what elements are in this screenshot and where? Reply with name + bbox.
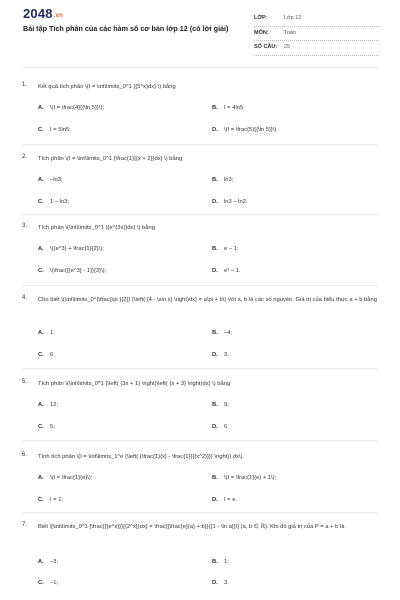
meta-label: MÔN: <box>254 29 269 36</box>
answer-option[interactable] <box>212 246 239 252</box>
option-text: ln3; <box>224 177 234 183</box>
answer-option[interactable] <box>212 127 278 133</box>
option-text: e – 1; <box>224 246 239 252</box>
option-text: \(\frac{{{e^3} - 1}}{3}\); <box>50 268 107 274</box>
option-text: –4; <box>224 330 233 336</box>
option-letter: A. <box>38 402 44 408</box>
answer-option[interactable] <box>38 580 58 586</box>
meta-row-count <box>254 41 379 56</box>
answer-option[interactable] <box>212 424 229 430</box>
option-text: I = e. <box>224 497 238 503</box>
question-number: 1. <box>22 82 28 88</box>
meta-value: Toán <box>284 29 296 36</box>
option-letter: C. <box>38 268 44 274</box>
option-text: 1; <box>224 559 229 565</box>
option-text: –ln3; <box>50 177 63 183</box>
answer-option[interactable] <box>38 127 71 133</box>
answer-option[interactable] <box>212 268 240 274</box>
option-letter: C. <box>38 352 44 358</box>
option-text: 3. <box>224 580 229 586</box>
option-letter: A. <box>38 475 44 481</box>
meta-label: LỚP: <box>254 15 268 21</box>
option-letter: A. <box>38 559 44 565</box>
answer-option[interactable] <box>212 475 276 481</box>
answer-option[interactable] <box>38 497 63 503</box>
question-text: Tích phân \(I = \int\limits_0^1 {\frac{1}{{x + 2}}dx} \) bằng <box>38 156 183 162</box>
question-number: 4. <box>22 295 28 301</box>
option-letter: D. <box>212 497 218 503</box>
answer-option[interactable] <box>212 105 245 111</box>
answer-option[interactable] <box>38 352 55 358</box>
answer-option[interactable] <box>212 199 248 205</box>
answer-option[interactable] <box>212 330 232 336</box>
option-letter: B. <box>212 475 218 481</box>
option-text: I = 1; <box>50 497 64 503</box>
option-letter: B. <box>212 105 218 111</box>
question-divider <box>22 214 378 215</box>
question-divider <box>22 285 378 286</box>
question-divider <box>22 440 378 441</box>
answer-option[interactable] <box>212 402 229 408</box>
answer-option[interactable] <box>38 475 92 481</box>
option-text: e³ – 1. <box>224 268 241 274</box>
option-letter: B. <box>212 330 218 336</box>
question-text: Biết \[\int\limits_0^1 {\frac{{{e^x}}}{{2^x}}dx} = \frac{{\frac{e}{a} + b}}{{1 - \ln a}}\] (a, b ∈ ℝ). Khi đó giá trị của P = a + b là <box>38 524 345 530</box>
page-title: Bài tập Tích phân của các hàm số cơ bản lớp 12 (có lời giải) <box>23 24 229 33</box>
answer-option[interactable] <box>38 330 55 336</box>
question-number: 2. <box>22 154 28 160</box>
header-divider <box>23 67 378 68</box>
option-text: 12; <box>50 402 59 408</box>
option-text: I = 5ln5; <box>50 127 71 133</box>
option-letter: D. <box>212 580 218 586</box>
option-letter: B. <box>212 402 218 408</box>
answer-option[interactable] <box>38 559 58 565</box>
question-divider <box>22 368 378 369</box>
option-letter: C. <box>38 580 44 586</box>
answer-option[interactable] <box>38 105 104 111</box>
logo-text: 2048 <box>23 6 53 21</box>
option-text: –3; <box>50 559 59 565</box>
option-letter: B. <box>212 559 218 565</box>
option-letter: A. <box>38 105 44 111</box>
option-text: 6. <box>224 424 229 430</box>
option-text: \(I = \frac{4}{{\ln 5}}\); <box>50 105 104 111</box>
answer-option[interactable] <box>212 580 229 586</box>
option-letter: D. <box>212 127 218 133</box>
answer-option[interactable] <box>38 177 63 183</box>
question-number: 5. <box>22 379 28 385</box>
answer-option[interactable] <box>38 268 106 274</box>
meta-label: SỐ CÂU: <box>254 44 278 50</box>
option-letter: C. <box>38 127 44 133</box>
option-text: 9; <box>224 402 229 408</box>
answer-option[interactable] <box>212 559 229 565</box>
question-divider <box>22 512 378 513</box>
worksheet-meta <box>254 12 379 56</box>
meta-value: Lớp 12 <box>284 15 302 21</box>
option-text: 1; <box>50 330 55 336</box>
option-text: \({e^3} + \frac{1}{2}\); <box>50 246 104 252</box>
worksheet-header <box>0 0 400 70</box>
question-text: Cho biết \(\int\limits_0^{\frac{\pi }{2}} {\left( {4 - \sin x} \right)dx} = a\pi + b\) với a, b là các số nguyên. Giá trị của biểu thức a + b bằng <box>38 297 377 303</box>
option-text: 5; <box>50 424 55 430</box>
option-letter: D. <box>212 268 218 274</box>
answer-option[interactable] <box>38 424 55 430</box>
answer-option[interactable] <box>38 402 58 408</box>
option-text: 1 – ln3; <box>50 199 70 205</box>
option-letter: B. <box>212 246 218 252</box>
option-letter: A. <box>38 330 44 336</box>
site-logo[interactable] <box>23 6 63 21</box>
meta-row-class <box>254 12 379 27</box>
option-text: \(I = \frac{1}{e}\); <box>50 475 93 481</box>
question-text: Tích phân \(\int\limits_0^1 {\left( {3x + 1} \right)\left( {x + 3} \right)dx} \) bằng <box>38 381 231 387</box>
answer-option[interactable] <box>212 497 237 503</box>
question-number: 7. <box>22 522 28 528</box>
option-text: ln3 – ln2. <box>224 199 248 205</box>
logo-domain: .vn <box>53 13 64 19</box>
meta-value: 25 <box>284 44 291 50</box>
answer-option[interactable] <box>212 352 229 358</box>
option-letter: A. <box>38 246 44 252</box>
option-text: \(I = \frac{1}{e} + 1\); <box>224 475 277 481</box>
option-letter: D. <box>212 352 218 358</box>
answer-option[interactable] <box>212 177 233 183</box>
option-letter: C. <box>38 497 44 503</box>
answer-option[interactable] <box>38 199 69 205</box>
option-text: 6; <box>50 352 55 358</box>
option-text: \(I = \frac{5}{{\ln 5}}\). <box>224 127 278 133</box>
option-letter: D. <box>212 199 218 205</box>
option-letter: D. <box>212 424 218 430</box>
question-number: 6. <box>22 452 28 458</box>
question-text: Tính tích phân \(I = \int\limits_1^e {\left( {\frac{1}{x} - \frac{1}{{{x^2}}}} \right)} dx\). <box>38 454 245 460</box>
option-letter: C. <box>38 424 44 430</box>
option-letter: B. <box>212 177 218 183</box>
question-divider <box>22 144 378 145</box>
option-text: 3. <box>224 352 229 358</box>
option-text: I = 4ln5; <box>224 105 245 111</box>
meta-row-subject <box>254 27 379 42</box>
answer-option[interactable] <box>38 246 104 252</box>
question-text: Tích phân \(\int\limits_0^1 {{e^{3x}}dx} \) bằng <box>38 225 155 231</box>
option-letter: A. <box>38 177 44 183</box>
question-text: Kết quả tích phân \(I = \int\limits_0^1 {{5^x}dx} \) bằng <box>38 84 176 90</box>
option-letter: C. <box>38 199 44 205</box>
option-text: –1; <box>50 580 59 586</box>
question-number: 3. <box>22 223 28 229</box>
